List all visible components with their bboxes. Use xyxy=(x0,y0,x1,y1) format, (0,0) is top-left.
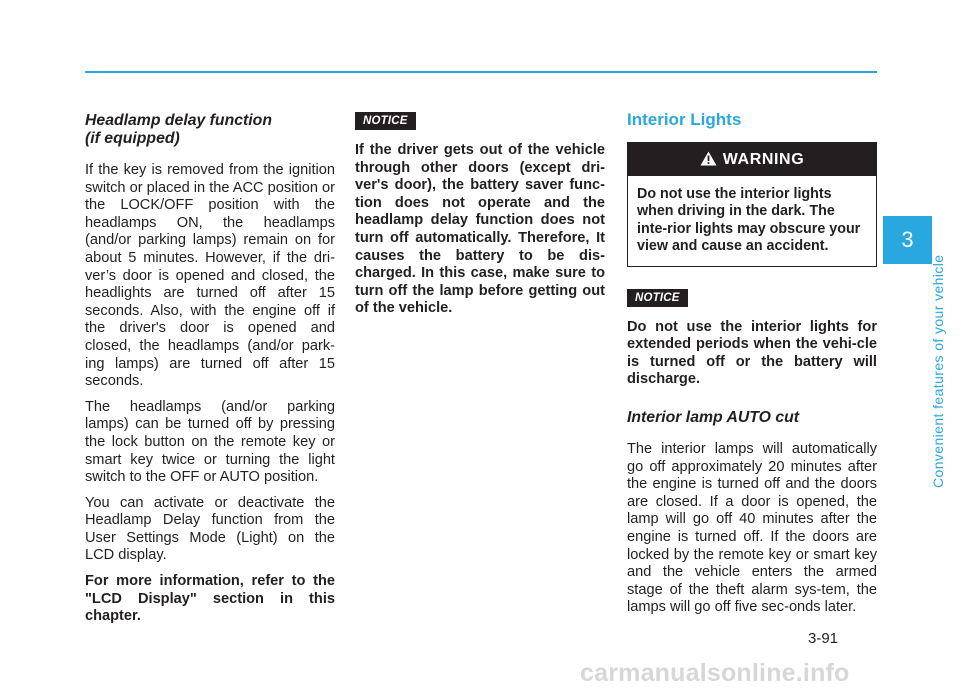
warning-triangle-icon xyxy=(700,151,717,166)
notice-badge: NOTICE xyxy=(355,112,416,130)
watermark: carmanualsonline.info xyxy=(580,659,850,687)
interior-lights-heading: Interior Lights xyxy=(627,110,742,129)
headlamp-delay-para-1: If the key is removed from the ignition switch or placed in the ACC position or the LOCK/OFF position with the headlamps ON, the headlamps (and/or parking lamps) remain on for about 5 minutes. However, if the dri-ver’s door is opened and closed, the headlights are turned off after 15 seconds. Also, with the engine off if the driver's door is opened and closed, the headlamps (and/or park-ing lamps) are turned off after 15 seconds. xyxy=(85,162,335,390)
headlamp-delay-para-3: You can activate or deactivate the Headlamp Delay function from the User Settings Mode (Light) on the LCD display. xyxy=(85,494,335,564)
right-column xyxy=(627,106,877,625)
headlamp-delay-para-4: For more information, refer to the "LCD Display" section in this chapter. xyxy=(85,573,335,625)
notice-text-right: Do not use the interior lights for extended periods when the vehi-cle is turned off or the battery will discharge. xyxy=(627,318,877,388)
headlamp-delay-heading: Headlamp delay function (if equipped) xyxy=(85,112,272,147)
notice-badge-right: NOTICE xyxy=(627,289,688,307)
left-column xyxy=(85,106,335,634)
page-number: 3-91 xyxy=(808,630,839,647)
notice-text: If the driver gets out of the vehicle through other doors (except dri-ver's door), the battery saver func-tion does not operate and the headlamp delay function does not turn off automatically. Therefore, It causes the battery to be dis-charged. In this case, make sure to turn off the lamp before getting out of the vehicle. xyxy=(355,142,605,317)
chapter-tab: 3 xyxy=(883,216,932,264)
headlamp-delay-para-2: The headlamps (and/or parking lamps) can be turned off by pressing the lock button on the remote key or smart key twice or turning the light switch to the OFF or AUTO position. xyxy=(85,398,335,486)
warning-header xyxy=(628,143,876,176)
top-rule xyxy=(85,71,877,73)
middle-column xyxy=(355,106,605,326)
chapter-title: Convenient features of your vehicle xyxy=(930,254,946,488)
warning-label: WARNING xyxy=(722,151,805,168)
warning-text: Do not use the interior lights when driving in the dark. The inte-rior lights may obscure your view and cause an accident. xyxy=(637,186,861,255)
auto-cut-para: The interior lamps will automatically go off approximately 20 minutes after the engine is turned off and the doors are closed. If a door is opened, the lamp will go off 40 minutes after the engine is turned off. If the doors are locked by the remote key or smart key and the vehicle enters the armed stage of the theft alarm sys-tem, the lamps will go off five sec-onds later. xyxy=(627,441,877,616)
warning-box xyxy=(627,142,877,267)
auto-cut-heading: Interior lamp AUTO cut xyxy=(627,409,800,426)
